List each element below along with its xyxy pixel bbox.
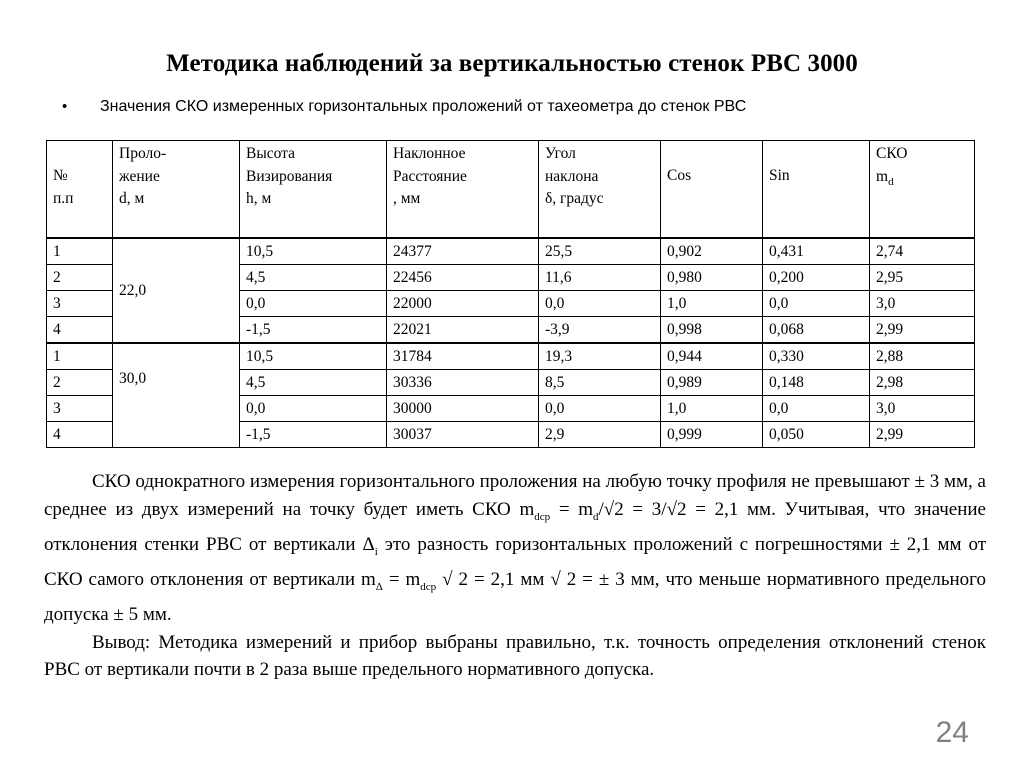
header-line-1: Проло- [119,145,167,162]
bullet-line [60,96,990,118]
cell-angle: -3,9 [539,317,661,344]
cell-sin: 0,068 [763,317,870,344]
cell-height: 10,5 [240,343,387,370]
cell-sko: 2,99 [870,422,975,448]
para1-segment-6: √ 2 = 2,1 мм √ 2 = ± 3 мм, что меньше нормативного предельного допуска ± 5 мм. [44,569,987,626]
column-header-sko [870,141,975,239]
cell-angle: 2,9 [539,422,661,448]
header-line-1: Cos [667,167,692,184]
cell-distance-merged: 30,0 [113,343,240,448]
cell-height: -1,5 [240,422,387,448]
cell-sko: 3,0 [870,396,975,422]
header-line-3: , мм [393,190,421,207]
cell-sko: 2,98 [870,370,975,396]
para1-subscript-delta: Δ [375,580,383,593]
column-header-sin [763,141,870,239]
cell-cos: 1,0 [661,396,763,422]
cell-number: 4 [47,317,113,344]
cell-slope: 22000 [387,291,539,317]
cell-sko: 2,95 [870,265,975,291]
cell-cos: 1,0 [661,291,763,317]
cell-slope: 30000 [387,396,539,422]
cell-angle: 0,0 [539,291,661,317]
cell-sko: 2,88 [870,343,975,370]
column-header-distance [113,141,240,239]
cell-height: 4,5 [240,265,387,291]
column-header-number [47,141,113,239]
cell-angle: 25,5 [539,238,661,265]
cell-angle: 19,3 [539,343,661,370]
bullet-label: Значения СКО измеренных горизонтальных проложений от тахеометра до стенок РВС [100,98,747,115]
column-header-slope-distance [387,141,539,239]
cell-number: 1 [47,238,113,265]
header-line-2: Расстояние [393,167,467,185]
header-line-1: № [53,167,68,184]
cell-distance-merged: 22,0 [113,238,240,343]
column-header-cos [661,141,763,239]
table-header-row [47,141,975,239]
cell-cos: 0,902 [661,238,763,265]
cell-slope: 22456 [387,265,539,291]
header-line-1: Наклонное [393,145,466,162]
para1-segment-3: /√2 = 3/√2 = 2,1 мм. Учитывая, что значение отклонения стенки РВС от вертикали Δ [44,498,986,555]
para1-subscript-i: i [374,545,378,558]
sko-symbol: m [876,167,889,185]
page-number: 24 [935,716,969,749]
cell-slope: 30336 [387,370,539,396]
cell-height: 0,0 [240,396,387,422]
table-row [47,343,975,370]
header-line-1: Sin [769,167,790,184]
cell-slope: 22021 [387,317,539,344]
header-line-2: Визирования [246,167,333,185]
header-line-1: СКО [876,145,908,162]
cell-angle: 0,0 [539,396,661,422]
cell-height: -1,5 [240,317,387,344]
cell-angle: 8,5 [539,370,661,396]
cell-sko: 2,74 [870,238,975,265]
cell-sin: 0,330 [763,343,870,370]
cell-cos: 0,944 [661,343,763,370]
cell-angle: 11,6 [539,265,661,291]
para1-segment-4: это разность горизонтальных проложений с погрешностями ± 2,1 мм от СКО самого отклонения от вертикали m [44,533,986,591]
header-line-2: п.п [53,189,74,207]
cell-sin: 0,431 [763,238,870,265]
para1-subscript-dcp-2: dcp [420,580,437,593]
cell-number: 3 [47,291,113,317]
cell-height: 4,5 [240,370,387,396]
cell-cos: 0,989 [661,370,763,396]
cell-sin: 0,0 [763,291,870,317]
bullet-dot-icon: • [62,98,68,115]
body-text-block [44,468,986,684]
table-body [47,238,975,448]
cell-number: 3 [47,396,113,422]
cell-sko: 3,0 [870,291,975,317]
cell-cos: 0,980 [661,265,763,291]
table-header [47,141,975,239]
cell-slope: 30037 [387,422,539,448]
cell-cos: 0,999 [661,422,763,448]
para1-segment-2: = m [550,498,594,520]
para1-segment-1: СКО однократного измерения горизонтального проложения на любую точку профиля не превышают ± 3 мм, а среднее из двух измерений на точку будет иметь СКО m [44,471,986,520]
header-line-3: d, м [119,190,145,207]
cell-sin: 0,200 [763,265,870,291]
cell-sko: 2,99 [870,317,975,344]
cell-sin: 0,148 [763,370,870,396]
header-line-1: Высота [246,145,296,162]
cell-sin: 0,0 [763,396,870,422]
measurements-table [46,140,975,448]
para1-subscript-d: d [593,510,599,523]
cell-number: 4 [47,422,113,448]
paragraph-sko-explanation [44,468,986,629]
header-line-2: жение [119,167,160,185]
cell-slope: 31784 [387,343,539,370]
paragraph-conclusion: Вывод: Методика измерений и прибор выбраны правильно, т.к. точность определения отклонений стенок РВС от вертикали почти в 2 раза выше предельного нормативного допуска. [44,631,986,681]
column-header-angle [539,141,661,239]
cell-height: 0,0 [240,291,387,317]
page-title: Методика наблюдений за вертикальностью стенок РВС 3000 [166,50,858,77]
cell-number: 2 [47,370,113,396]
header-line-3: h, м [246,190,272,207]
cell-number: 1 [47,343,113,370]
header-line-3: δ, градус [545,190,604,207]
header-line-2: наклона [545,167,599,185]
header-line-1: Угол [545,145,576,162]
cell-sin: 0,050 [763,422,870,448]
column-header-sighting-height [240,141,387,239]
cell-cos: 0,998 [661,317,763,344]
header-line-2 [876,166,969,194]
cell-number: 2 [47,265,113,291]
cell-height: 10,5 [240,238,387,265]
para1-subscript-dcp: dcp [534,510,551,523]
table-row [47,238,975,265]
para1-segment-5: = m [382,569,421,591]
cell-slope: 24377 [387,238,539,265]
sko-subscript: d [888,175,894,188]
